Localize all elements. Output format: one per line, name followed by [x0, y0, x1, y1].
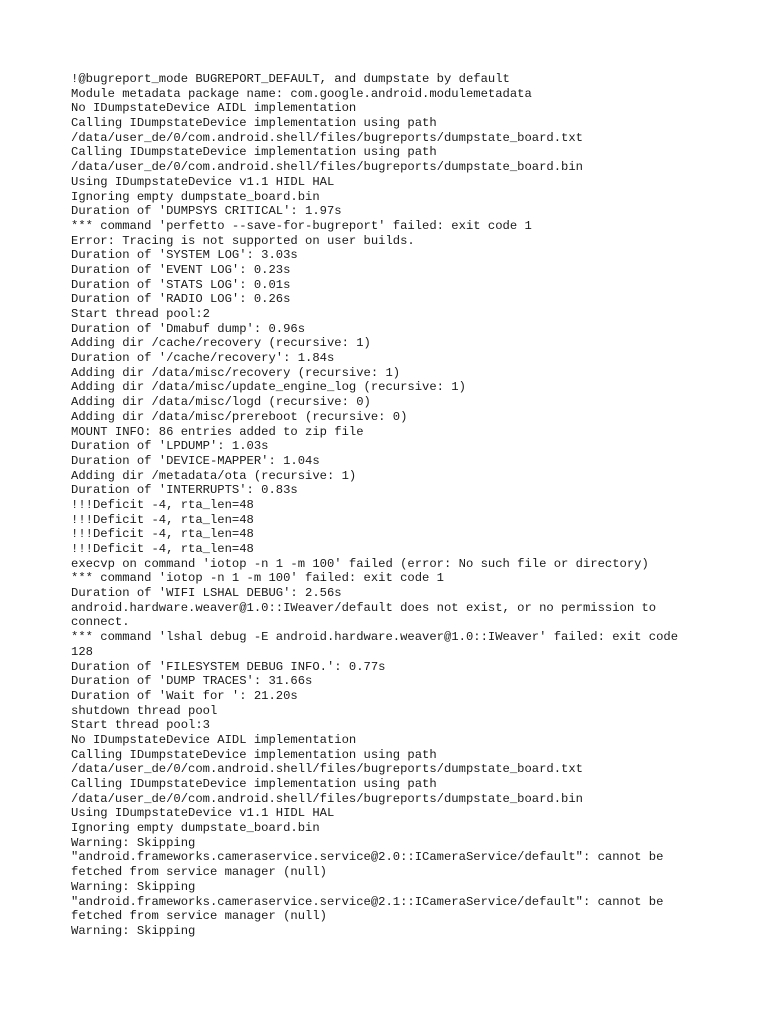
log-line: Duration of 'SYSTEM LOG': 3.03s: [71, 248, 298, 263]
log-line: Adding dir /cache/recovery (recursive: 1): [71, 336, 371, 351]
log-line: Using IDumpstateDevice v1.1 HIDL HAL: [71, 806, 335, 821]
log-line: !!!Deficit -4, rta_len=48: [71, 527, 254, 542]
log-line: Ignoring empty dumpstate_board.bin: [71, 821, 320, 836]
log-line: Adding dir /data/misc/recovery (recursive: 1): [71, 365, 401, 380]
log-line: Adding dir /data/misc/update_engine_log (recursive: 1): [71, 380, 466, 395]
log-line: Warning: Skipping: [71, 835, 196, 850]
log-line: fetched from service manager (null): [71, 909, 327, 924]
log-line: No IDumpstateDevice AIDL implementation: [71, 101, 357, 116]
log-line: Duration of '/cache/recovery': 1.84s: [71, 351, 335, 366]
log-line: Calling IDumpstateDevice implementation using path: [71, 777, 437, 791]
log-line: Adding dir /data/misc/logd (recursive: 0): [71, 395, 371, 410]
log-line: /data/user_de/0/com.android.shell/files/bugreports/dumpstate_board.bin: [71, 791, 583, 806]
log-line: Duration of 'Dmabuf dump': 0.96s: [71, 321, 306, 336]
log-line: *** command 'iotop -n 1 -m 100' failed: exit code 1: [71, 571, 444, 586]
log-line: Adding dir /metadata/ota (recursive: 1): [71, 468, 357, 483]
log-line: Adding dir /data/misc/prereboot (recursive: 0): [71, 409, 408, 424]
log-line: Warning: Skipping: [71, 879, 196, 894]
log-text: [71, 72, 731, 939]
log-line: Duration of 'STATS LOG': 0.01s: [71, 277, 291, 292]
log-line: "android.frameworks.cameraservice.service@2.1::ICameraService/default": cannot be: [71, 894, 664, 909]
log-line: shutdown thread pool: [71, 703, 218, 718]
log-line: !!!Deficit -4, rta_len=48: [71, 497, 254, 512]
log-line: Start thread pool:3: [71, 718, 210, 733]
log-line: Duration of 'WIFI LSHAL DEBUG': 2.56s: [71, 586, 342, 601]
log-line: Module metadata package name: com.google.android.modulemetadata: [71, 86, 532, 101]
log-line: Duration of 'DUMPSYS CRITICAL': 1.97s: [71, 204, 342, 219]
log-line: "android.frameworks.cameraservice.service@2.0::ICameraService/default": cannot be: [71, 850, 664, 865]
log-line: Duration of 'DUMP TRACES': 31.66s: [71, 674, 313, 689]
log-line: execvp on command 'iotop -n 1 -m 100' failed (error: No such file or directory): [71, 556, 649, 571]
log-line: /data/user_de/0/com.android.shell/files/bugreports/dumpstate_board.bin: [71, 160, 583, 175]
log-line: android.hardware.weaver@1.0::IWeaver/default does not exist, or no permission to: [71, 600, 657, 615]
log-line: Using IDumpstateDevice v1.1 HIDL HAL: [71, 174, 335, 189]
log-line: Calling IDumpstateDevice implementation using path: [71, 116, 437, 131]
log-line: Error: Tracing is not supported on user builds.: [71, 233, 415, 248]
log-line: !@bugreport_mode BUGREPORT_DEFAULT, and dumpstate by default: [71, 72, 510, 86]
log-line: Duration of 'Wait for ': 21.20s: [71, 688, 298, 703]
log-line: Duration of 'FILESYSTEM DEBUG INFO.': 0.77s: [71, 659, 386, 674]
log-line: 128: [71, 644, 93, 659]
log-line: No IDumpstateDevice AIDL implementation: [71, 732, 357, 747]
log-line: !!!Deficit -4, rta_len=48: [71, 512, 254, 527]
log-line: Start thread pool:2: [71, 307, 210, 321]
log-line: connect.: [71, 615, 130, 630]
log-line: /data/user_de/0/com.android.shell/files/bugreports/dumpstate_board.txt: [71, 762, 583, 777]
log-line: Duration of 'INTERRUPTS': 0.83s: [71, 483, 298, 498]
log-line: Duration of 'EVENT LOG': 0.23s: [71, 262, 291, 277]
log-line: *** command 'perfetto --save-for-bugreport' failed: exit code 1: [71, 218, 532, 233]
log-line: Duration of 'RADIO LOG': 0.26s: [71, 292, 291, 307]
log-line: /data/user_de/0/com.android.shell/files/bugreports/dumpstate_board.txt: [71, 130, 583, 145]
log-line: Duration of 'DEVICE-MAPPER': 1.04s: [71, 453, 320, 468]
log-line: Calling IDumpstateDevice implementation using path: [71, 145, 437, 160]
log-line: Warning: Skipping: [71, 923, 196, 938]
log-line: *** command 'lshal debug -E android.hardware.weaver@1.0::IWeaver' failed: exit code: [71, 630, 679, 645]
log-line: MOUNT INFO: 86 entries added to zip file: [71, 424, 364, 439]
log-line: fetched from service manager (null): [71, 865, 327, 880]
log-line: Calling IDumpstateDevice implementation using path: [71, 747, 437, 762]
log-line: !!!Deficit -4, rta_len=48: [71, 542, 254, 556]
log-line: Ignoring empty dumpstate_board.bin: [71, 189, 320, 204]
log-line: Duration of 'LPDUMP': 1.03s: [71, 439, 269, 454]
